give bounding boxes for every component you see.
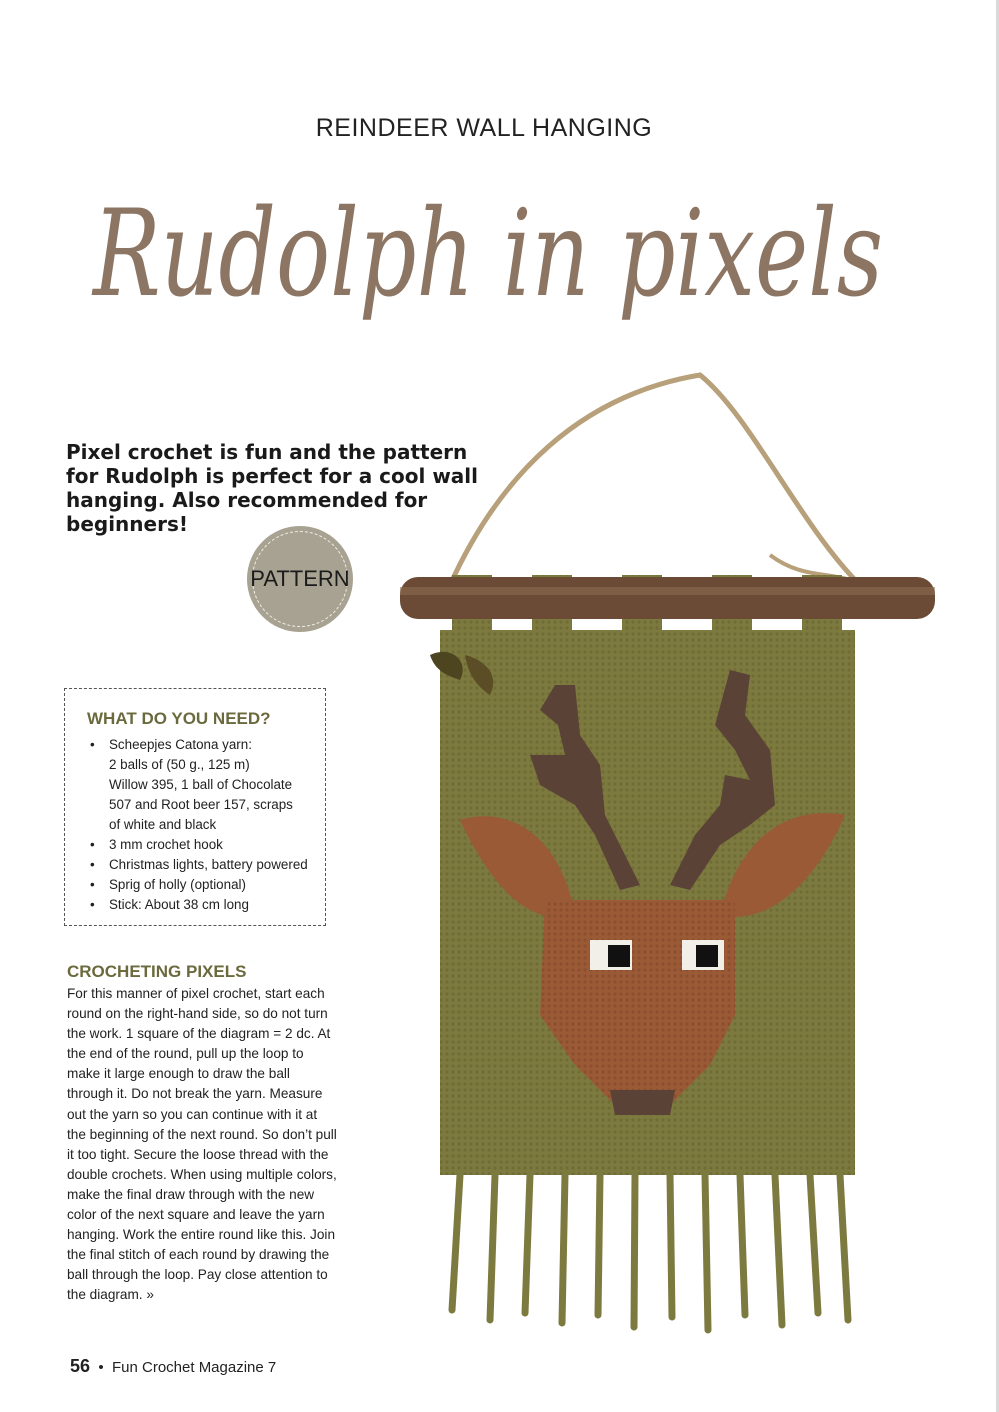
page-number: 56 [70,1356,91,1376]
wooden-stick [400,577,935,619]
list-item: • Christmas lights, battery powered [87,855,315,875]
materials-box [64,688,326,926]
script-title [88,170,888,380]
list-item: • Sprig of holly (optional) [87,875,315,895]
pattern-badge-label: PATTERN [250,566,350,591]
section-kicker: REINDEER WALL HANGING [315,114,653,142]
pattern-badge [247,526,353,632]
script-title-text: Rudolph in pixels [91,185,884,324]
materials-list [87,735,315,915]
magazine-name: Fun Crochet Magazine 7 [111,1359,277,1376]
twine-hanger [450,375,860,585]
fringe [452,1175,848,1330]
wall-hanging-photo [390,355,950,1345]
crocheting-body: For this manner of pixel crochet, start each round on the right-hand side, so do not turn the work. 1 square of the diagram = 2 dc. At the end of the round, pull up the loop to make it large enough to draw the ball through it. Do not break the yarn. Measure out the yarn so you can continue with it at the beginning of the next round. So don’t pull it too tight. Secure the loose thread with the double crochets. When using multiple colors, make the final draw through with the new color of the next square and leave the yarn hanging. Work the entire round like this. Join the final stitch of each round by drawing the ball through the loop. Pay close attention to the diagram. » [67,986,337,1303]
materials-title: WHAT DO YOU NEED? [87,709,271,728]
page-footer [70,1356,276,1377]
crocheting-title: CROCHETING PIXELS [67,962,247,981]
intro-text: Pixel crochet is fun and the pattern for Rudolph is perfect for a cool wall hanging. Also recommended for beginners! [66,440,479,536]
list-item: • 3 mm crochet hook [87,835,315,855]
reindeer-nose [610,1090,675,1115]
list-item: • Scheepjes Catona yarn: 2 balls of (50 g., 125 m) Willow 395, 1 ball of Chocolate 507 and Root beer 157, scraps of white and black [87,735,315,835]
footer-separator: • [98,1359,104,1376]
list-item: • Stick: About 38 cm long [87,895,315,915]
